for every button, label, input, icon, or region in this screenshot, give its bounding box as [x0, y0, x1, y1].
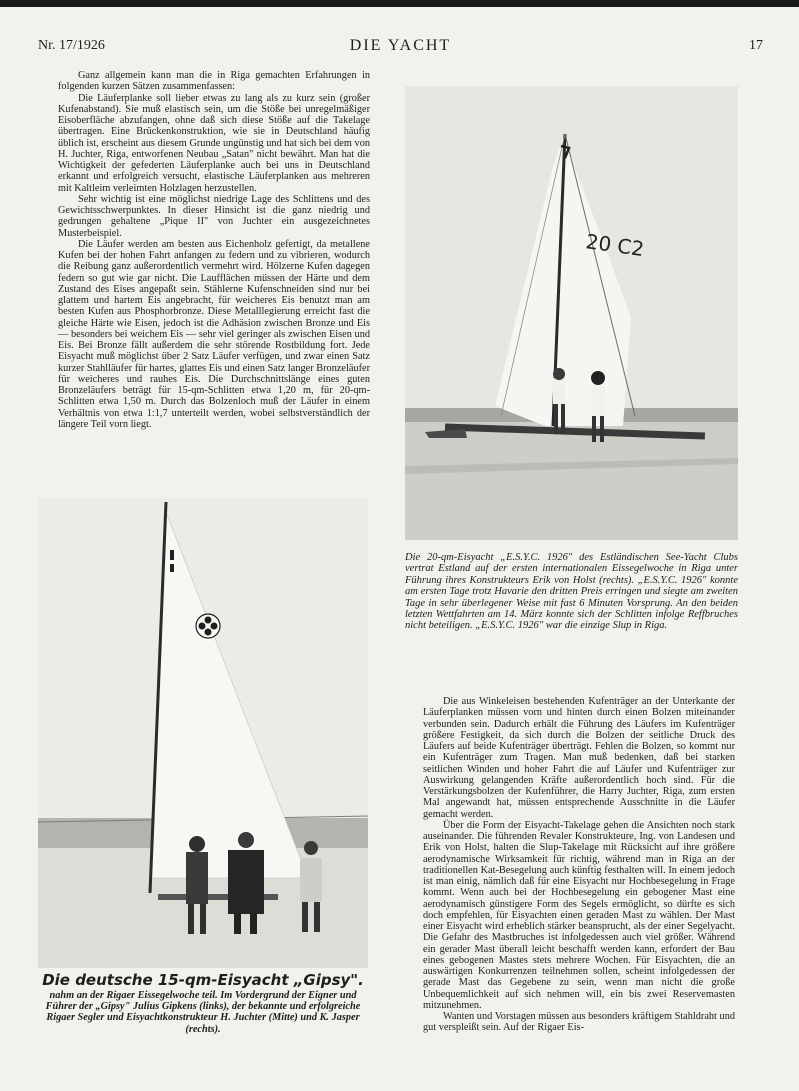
top-edge-bar — [0, 0, 799, 7]
right-photo-caption: Die 20-qm-Eisyacht „E.S.Y.C. 1926" des Estländischen See-Yacht Clubs vertrat Estland auf der ersten internationalen Eissegelwoche in Riga unter Führung ihres Konstrukteurs Erik von Holst (rechts). „E.S.Y.C. 1926" konnte am ersten Tage trotz Havarie den dritten Preis erringen und siegte am zweiten Tage in sehr überlegener Weise mit fast 6 Minuten Vorsprung. An den beiden letzten Wettfahrten am 14. März konnte sich der Schlitten infolge Reffbruches nicht beteiligen. „E.S.Y.C. 1926" war die einzige Slup in Riga. — [405, 552, 738, 632]
gipsy-photo-drawing — [38, 498, 368, 968]
paragraph: Die Läufer werden am besten aus Eichenholz gefertigt, da metallene Kufen bei der hohen Fahrt anfangen zu federn und zu vibrieren, wodurch die Reibung ganz außerordentlich vermehrt wird. Hölzerne Kufen dagegen federn so gut wie gar nicht. Die Laufflächen müssen der Härte und dem Zustand des Eises angepaßt sein. Stählerne Kufenschneiden sind nur bei glattem und hartem Eis angebracht, für weicheres Eis benutzt man am besten Kufen aus Phosphorbronze. Diese Metalllegierung erreicht fast die gleiche Härte wie Eisen, jedoch ist die Adhäsion zwischen Bronze und Eis — besonders bei weichem Eis — sehr viel geringer als zwischen Eisen und Eis. Bei Bronze fällt außerdem die sehr störende Rostbildung fort. Jede Eisyacht muß möglichst über 2 Satz Läufer verfügen, und zwar einen Satz kurzer Stahlläufer für hartes, glattes Eis und einen Satz langer Bronzeläufer für weicheres und rauhes Eis. Die Durchschnittslänge eines guten Bronzeläufers beträgt für 15-qm-Schlitten etwa 1,20 m, für 20-qm-Schlitten etwa 1,50 m. Durch das Bolzenloch muß der Läufer in einem Verhältnis von etwa 1:1,7 unterteilt werden, wobei selbstverständlich der längere Teil vorn liegt. — [58, 238, 370, 430]
sail-number: 20 C2 — [584, 229, 646, 262]
photo-gipsy-iceyacht — [38, 498, 368, 968]
paragraph: Wanten und Vorstagen müssen aus besonders kräftigem Stahldraht und gut verspleißt sein. Auf der Rigaer Eis- — [423, 1011, 735, 1034]
photo-esyc-1926-iceyacht — [405, 86, 738, 540]
page-header — [38, 38, 763, 58]
issue-number: Nr. 17/1926 — [38, 38, 105, 53]
left-photo-caption-body: nahm an der Rigaer Eissegelwoche teil. Im Vordergrund der Eigner und Führer der „Gipsy" Julius Gipkens (links), der bekannte und erfolgreiche Rigaer Segler und Eisyachtkonstrukteur H. Juchter (Mitte) und K. Jasper (rechts). — [45, 990, 361, 1035]
right-column-text — [423, 696, 735, 1034]
left-column-text — [58, 70, 370, 430]
paragraph: Die Läuferplanke soll lieber etwas zu lang als zu kurz sein (großer Kufenabstand). Sie muß elastisch sein, um die Stöße bei unregelmäßiger Eisoberfläche abzufangen, ohne daß sich diese Stöße auf die Takelage übertragen. Eine Brückenkonstruktion, wie sie in Deutschland häufig üblich ist, erscheint aus diesem Grunde ungünstig und hat sich bei dem von H. Juchter, Riga, entworfenen Neubau „Satan" nicht bewährt. Man hat die Wichtigkeit der gefederten Läuferplanke auch bei uns in Deutschland erkannt und erfolgreich versucht, elastische Läuferplanken aus mehreren mit Kaltleim verleimten Holzlagen herzustellen. — [58, 92, 370, 194]
paragraph: Sehr wichtig ist eine möglichst niedrige Lage des Schlittens und des Gewichtsschwerpunktes. In dieser Hinsicht ist die ganz niedrig und gedrungen gehaltene „Pique II" von Juchter ein ausgezeichnetes Musterbeispiel. — [58, 193, 370, 239]
left-photo-caption-title: Die deutsche 15-qm-Eisyacht „Gipsy". — [42, 971, 364, 989]
paragraph: Über die Form der Eisyacht-Takelage gehen die Ansichten noch stark auseinander. Die führenden Revaler Konstrukteure, Ing. von Landesen und Erik von Holst, halten die Slup-Takelage mit Rücksicht auf ihre größere aerodynamische Wirksamkeit für richtig, während man in Riga an der traditionellen Kat-Besegelung auch künftig festhalten will. In einem jedoch ist man einig, nämlich daß für eine Eisyacht nur Hochbesegelung in Frage kommt. Wenn auch bei der Hochbesegelung ein gebogener Mast eine aerodynamisch günstigere Form des Segels ermöglicht, so dürfte es sich doch empfehlen, für Eisyachten einen geraden Mast zu wählen. Der Mast einer Eisyacht wird erheblich stärker beansprucht, als der einer Segelyacht. Die Gefahr des Mastbruches ist infolgedessen auch viel größer. Während ein gerader Mast überall leicht beschafft werden kann, erfordert der Bau eines gebogenen Mastes stets mehrere Wochen. Für Eisyachten, die an auswärtigen Konkurrenzen teilnehmen sollen, scheint infolgedessen der gerade Mast das Gegebene zu sein, wenn man nicht die große Unbequemlichkeit auf sich nehmen will, ein bis zwei Reservemasten mitzunehmen. — [423, 819, 735, 1011]
journal-title: DIE YACHT — [349, 37, 452, 54]
paragraph: Ganz allgemein kann man die in Riga gemachten Erfahrungen in folgenden kurzen Sätzen zusammenfassen: — [58, 70, 370, 93]
page-number: 17 — [749, 38, 763, 53]
iceyacht-photo-drawing — [405, 86, 738, 540]
paragraph: Die aus Winkeleisen bestehenden Kufenträger an der Unterkante der Läuferplanken müssen vorn und hinten durch einen Bolzen miteinander verbunden sein. Dadurch erhält die Führung des Läufers im Kufenträger größere Festigkeit, da sich durch die Bolzen der seitliche Druck des Läufers auf beide Kufenträger überträgt. Fehlen die Bolzen, so kommt nur ein Kufenträger zum Tragen. Man muß bedenken, daß bei starken seitlichen Winden und hoher Fahrt die auf Läufer und Kufenträger zur Auswirkung gelangenden Kräfte außerordentlich hoch sind. Für die Verstärkungsbolzen der Kufenführer, die Harry Juchter, Riga, zum ersten Mal angewandt hat, müssen entsprechende Ausschnitte in die Läufer gemacht werden. — [423, 696, 735, 820]
